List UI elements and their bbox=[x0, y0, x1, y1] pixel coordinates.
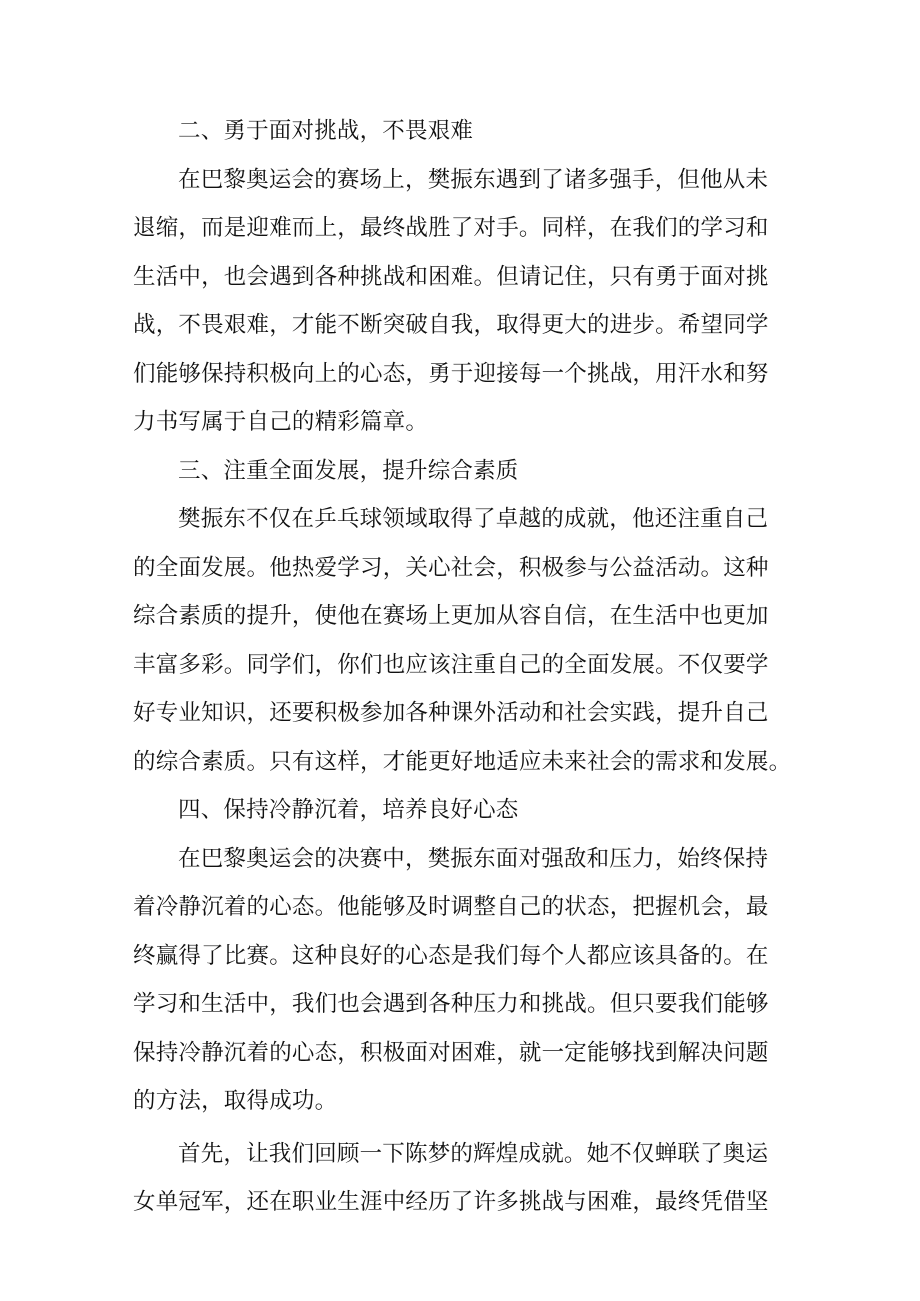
paragraph-line: 学习和生活中，我们也会遇到各种压力和挑战。但只要我们能够 bbox=[133, 991, 769, 1017]
paragraph-line: 退缩，而是迎难而上，最终战胜了对手。同样，在我们的学习和 bbox=[133, 215, 769, 241]
section-heading-2: 二、勇于面对挑战，不畏艰难 bbox=[178, 118, 474, 144]
paragraph-line: 们能够保持积极向上的心态，勇于迎接每一个挑战，用汗水和努 bbox=[133, 360, 769, 387]
paragraph-line: 生活中，也会遇到各种挑战和困难。但请记住，只有勇于面对挑 bbox=[133, 263, 769, 290]
paragraph-line: 丰富多彩。同学们，你们也应该注重自己的全面发展。不仅要学 bbox=[133, 651, 769, 678]
document-body bbox=[133, 107, 793, 1227]
paragraph-line: 樊振东不仅在乒乓球领域取得了卓越的成就，他还注重自己 bbox=[178, 506, 769, 532]
paragraph-line: 保持冷静沉着的心态，积极面对困难，就一定能够找到解决问题 bbox=[133, 1039, 769, 1066]
paragraph-line: 的方法，取得成功。 bbox=[133, 1088, 338, 1114]
paragraph-line: 综合素质的提升，使他在赛场上更加从容自信，在生活中也更加 bbox=[133, 603, 769, 629]
paragraph-line: 着冷静沉着的心态。他能够及时调整自己的状态，把握机会，最 bbox=[133, 894, 769, 920]
paragraph-line: 终赢得了比赛。这种良好的心态是我们每个人都应该具备的。在 bbox=[133, 942, 769, 969]
paragraph-line: 的全面发展。他热爱学习，关心社会，积极参与公益活动。这种 bbox=[133, 554, 769, 581]
paragraph-line: 好专业知识，还要积极参加各种课外活动和社会实践，提升自己 bbox=[133, 700, 769, 726]
paragraph-line: 在巴黎奥运会的赛场上，樊振东遇到了诸多强手，但他从未 bbox=[178, 166, 769, 193]
paragraph-line: 战，不畏艰难，才能不断突破自我，取得更大的进步。希望同学 bbox=[133, 312, 769, 338]
paragraph-line: 在巴黎奥运会的决赛中，樊振东面对强敌和压力，始终保持 bbox=[178, 845, 769, 872]
section-heading-4: 四、保持冷静沉着，培养良好心态 bbox=[178, 797, 519, 823]
paragraph-line: 力书写属于自己的精彩篇章。 bbox=[133, 409, 429, 435]
paragraph-line: 女单冠军，还在职业生涯中经历了许多挑战与困难，最终凭借坚 bbox=[133, 1189, 769, 1215]
section-heading-3: 三、注重全面发展，提升综合素质 bbox=[178, 457, 519, 484]
paragraph-line: 首先，让我们回顾一下陈梦的辉煌成就。她不仅蝉联了奥运 bbox=[178, 1140, 769, 1167]
paragraph-line: 的综合素质。只有这样，才能更好地适应未来社会的需求和发展。 bbox=[133, 748, 792, 775]
